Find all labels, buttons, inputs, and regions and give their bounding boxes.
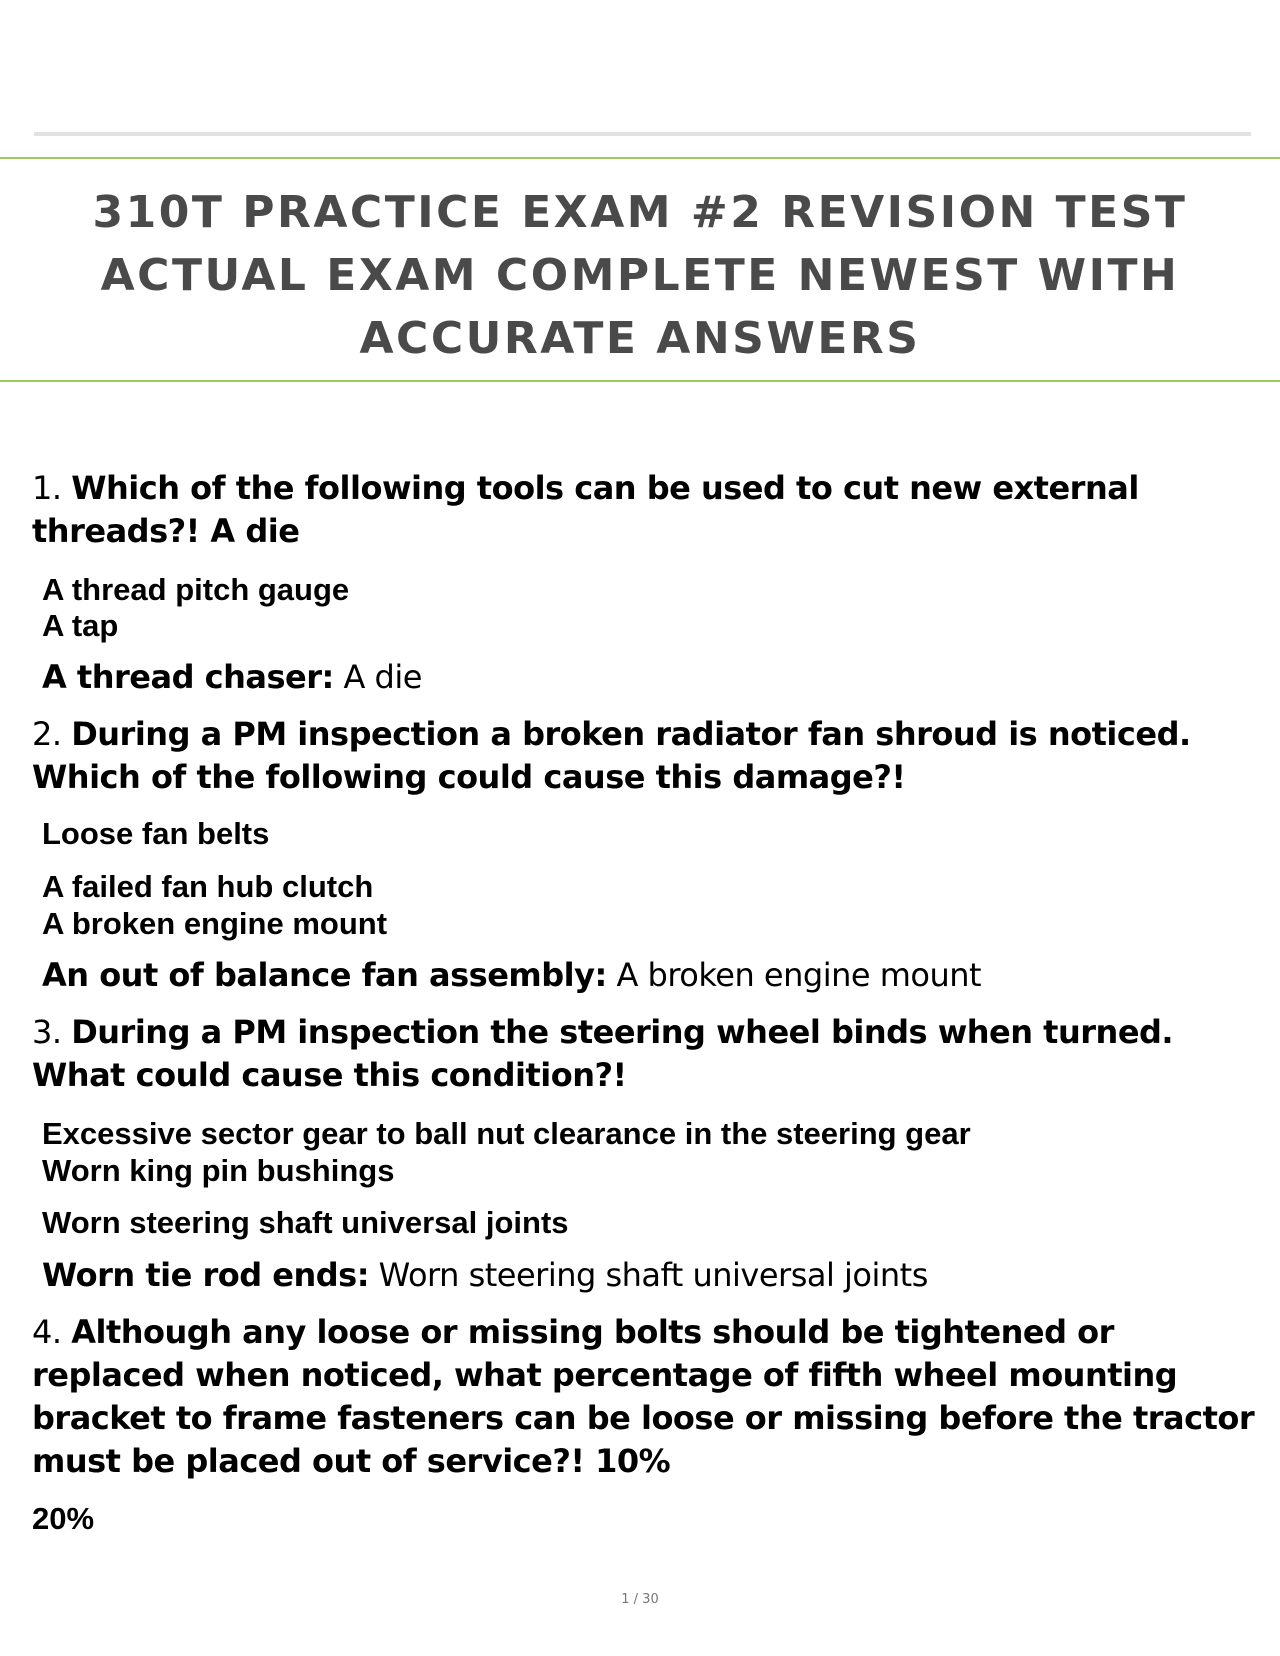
answer-line	[42, 955, 981, 995]
option: A failed fan hub clutch	[42, 869, 374, 904]
option: A tap	[42, 608, 119, 643]
option: Worn tie rod ends:	[42, 1256, 369, 1294]
answer-line	[42, 657, 422, 697]
option: A thread pitch gauge	[42, 572, 350, 607]
question-3	[32, 1011, 1267, 1097]
question-stem: During a PM inspection the steering wheel binds when turned. What could cause this condition?!	[32, 1013, 1174, 1094]
option: Excessive sector gear to ball nut clearance in the steering gear	[42, 1116, 971, 1151]
question-number: 1.	[32, 469, 62, 507]
question-4	[32, 1311, 1267, 1483]
question-stem: Although any loose or missing bolts should be tightened or replaced when noticed, what percentage of fifth wheel mounting bracket to frame fasteners can be loose or missing before the tractor must be placed out of service?! 10%	[32, 1313, 1255, 1480]
option: A thread chaser:	[42, 658, 334, 696]
question-number: 4.	[32, 1313, 62, 1351]
question-number: 3.	[32, 1013, 62, 1051]
title-band	[0, 157, 1280, 382]
correct-answer: A die	[343, 658, 422, 696]
option: Worn king pin bushings	[42, 1153, 395, 1188]
question-stem: Which of the following tools can be used to cut new external threads?! A die	[32, 469, 1139, 550]
question-2	[32, 713, 1267, 799]
answer-line	[42, 1255, 928, 1295]
option: A broken engine mount	[42, 906, 388, 941]
option: 20%	[32, 1501, 95, 1536]
question-1	[32, 467, 1267, 553]
document-title: 310T PRACTICE EXAM #2 REVISION TEST ACTUAL EXAM COMPLETE NEWEST WITH ACCURATE ANSWERS	[92, 187, 1188, 364]
option: Loose fan belts	[42, 816, 270, 851]
correct-answer: A broken engine mount	[616, 956, 982, 994]
option: An out of balance fan assembly:	[42, 956, 607, 994]
correct-answer: Worn steering shaft universal joints	[378, 1256, 928, 1294]
question-stem: During a PM inspection a broken radiator fan shroud is noticed. Which of the following could cause this damage?!	[32, 715, 1191, 796]
question-number: 2.	[32, 715, 62, 753]
top-divider	[34, 132, 1251, 136]
page-number: 1 / 30	[621, 1592, 659, 1607]
option: Worn steering shaft universal joints	[42, 1205, 569, 1240]
